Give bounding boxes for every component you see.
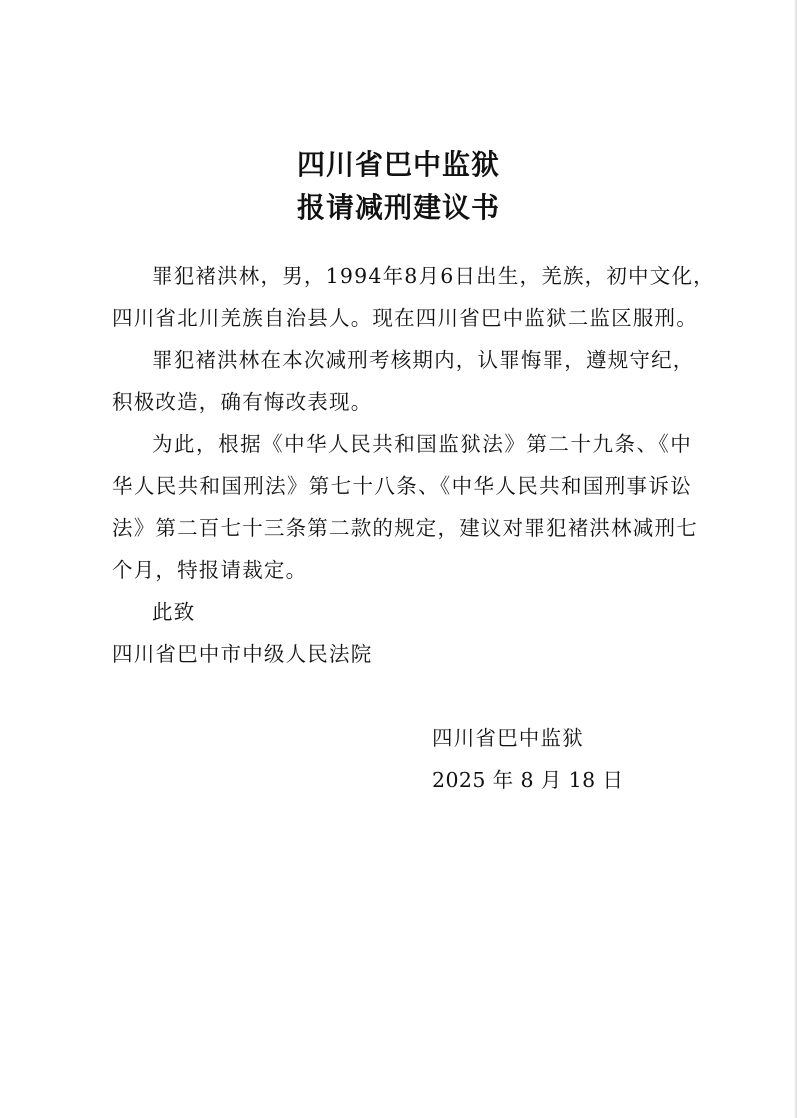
paragraph-2-line-2: 积极改造，确有悔改表现。 (112, 390, 373, 414)
signature-date: 2025 年 8 月 18 日 (432, 768, 624, 792)
signature-organization: 四川省巴中监狱 (432, 726, 584, 750)
paragraph-2-line-1: 罪犯褚洪林在本次减刑考核期内，认罪悔罪，遵规守纪， (152, 348, 695, 372)
paragraph-1-line-1: 罪犯褚洪林，男，1994年8月6日出生，羌族，初中文化， (152, 264, 715, 288)
recipient-court: 四川省巴中市中级人民法院 (112, 642, 373, 666)
paragraph-1-line-2: 四川省北川羌族自治县人。现在四川省巴中监狱二监区服刑。 (112, 306, 698, 330)
paragraph-3-line-4: 个月，特报请裁定。 (112, 558, 308, 582)
document-title-line-2: 报请减刑建议书 (296, 191, 500, 224)
salutation: 此致 (152, 600, 196, 624)
paragraph-3-line-2: 华人民共和国刑法》第七十八条、《中华人民共和国刑事诉讼 (112, 474, 692, 498)
document-title-line-1: 四川省巴中监狱 (296, 148, 500, 181)
paragraph-3-line-1: 为此，根据《中华人民共和国监狱法》第二十九条、《中 (152, 432, 692, 456)
paragraph-3-line-3: 法》第二百七十三条第二款的规定，建议对罪犯褚洪林减刑七 (112, 516, 698, 540)
